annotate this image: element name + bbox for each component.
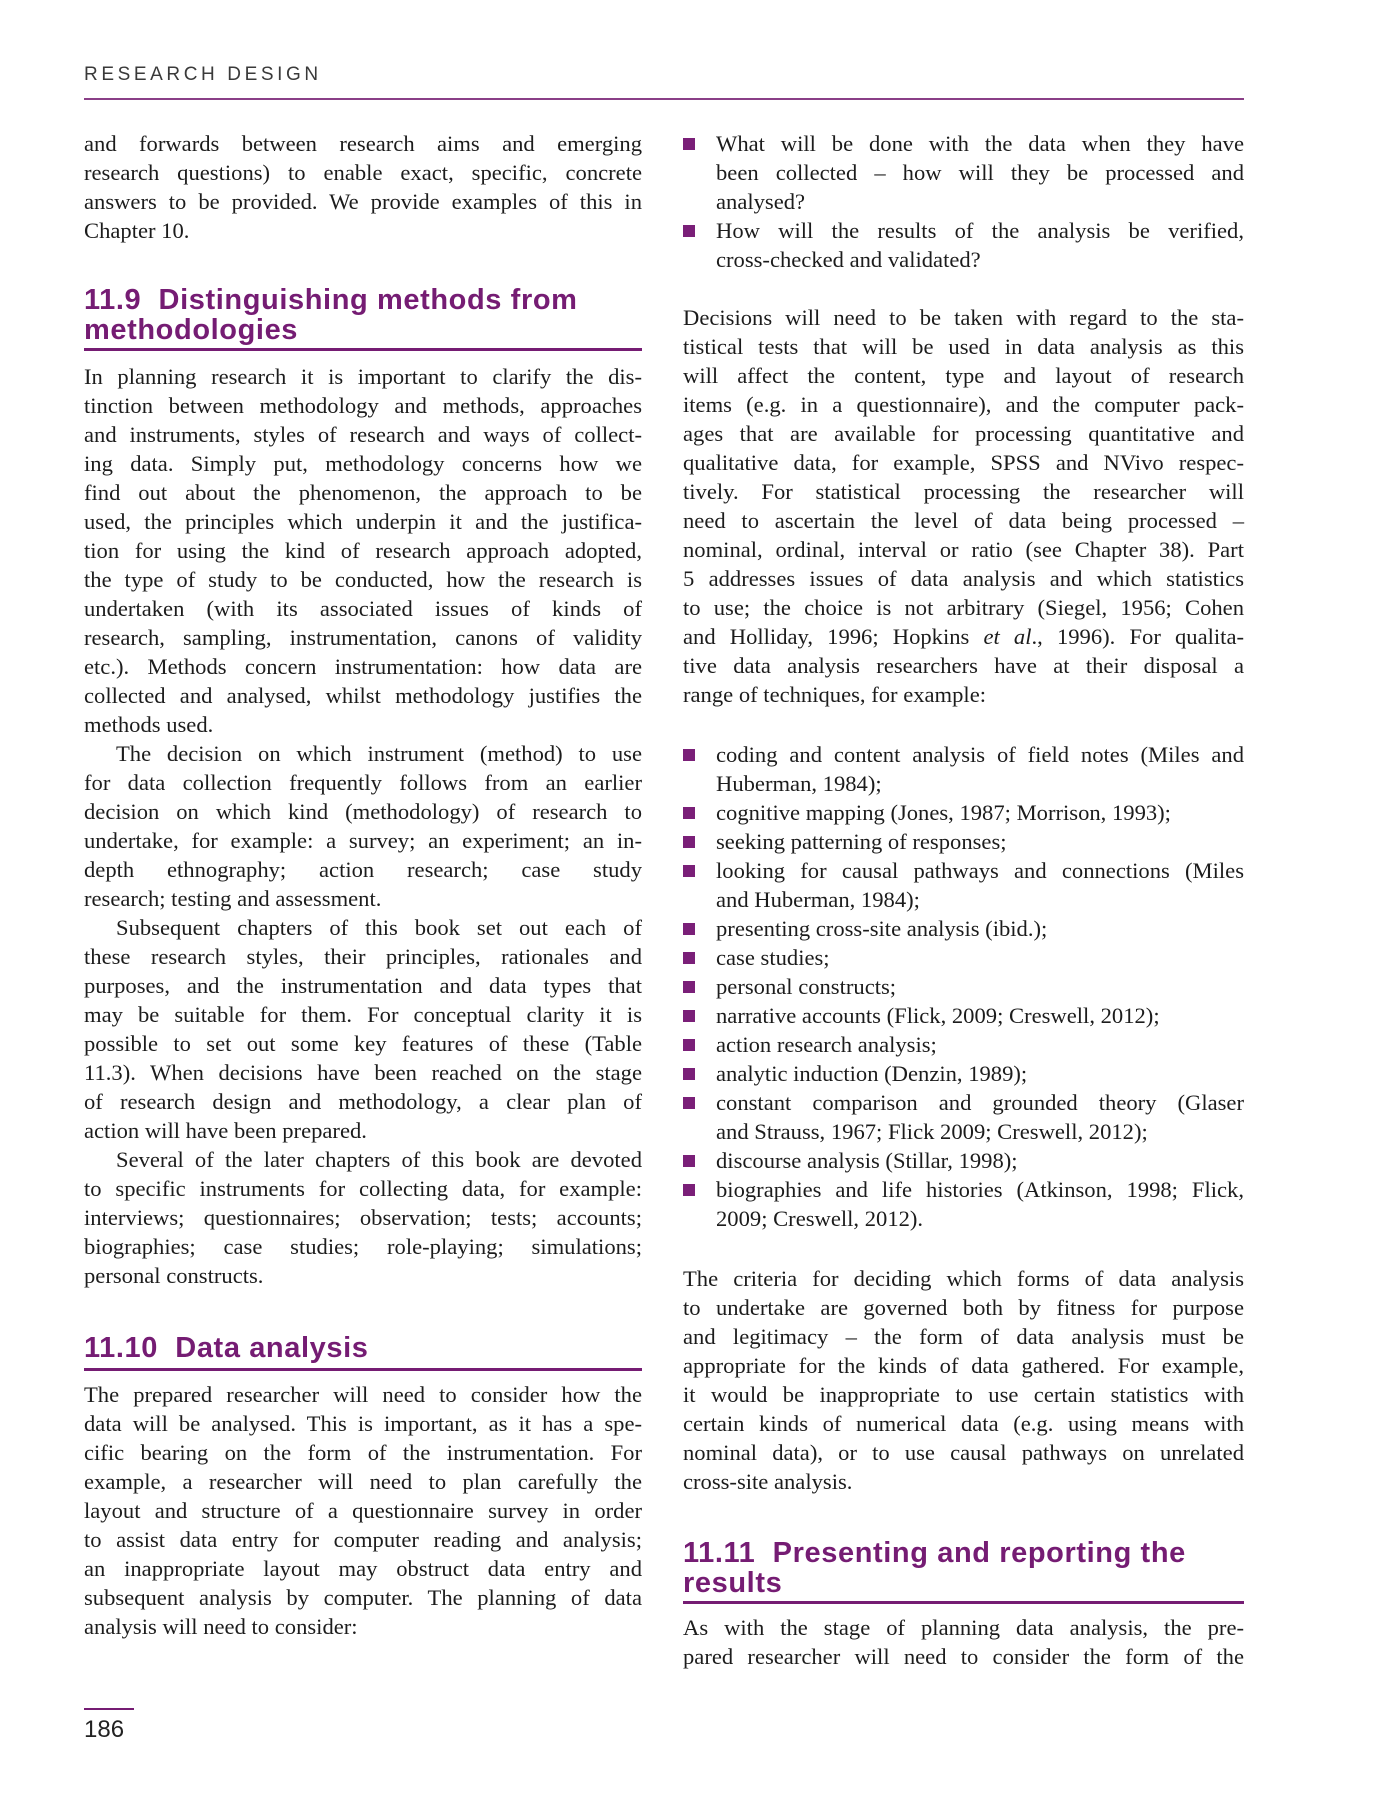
- text-line: appropriate for the kinds of data gathered. For example,: [683, 1353, 1244, 1378]
- text-line: narrative accounts (Flick, 2009; Creswell, 2012);: [716, 1003, 1160, 1028]
- text-line: purposes, and the instrumentation and data types that: [84, 973, 642, 998]
- heading-11-11: [683, 1538, 1283, 1598]
- text-line: depth ethnography; action research; case study: [84, 857, 642, 882]
- text-line: used, the principles which underpin it and the justifica-: [84, 509, 642, 534]
- square-bullet-icon: [683, 952, 695, 964]
- bullet-list-questions: [683, 129, 1244, 274]
- text-line: items (e.g. in a questionnaire), and the computer pack-: [683, 392, 1244, 417]
- text-line: biographies; case studies; role-playing; simulations;: [84, 1234, 642, 1259]
- text-line: cross-site analysis.: [683, 1469, 853, 1494]
- list-item: [683, 1059, 1244, 1088]
- section-11-9-body: [84, 362, 642, 1290]
- text-line: cross-checked and validated?: [716, 247, 981, 272]
- text-line: cific bearing on the form of the instrumentation. For: [84, 1440, 642, 1465]
- heading-line: results: [683, 1567, 783, 1599]
- list-item: [683, 129, 1244, 216]
- text-line: As with the stage of planning data analysis, the pre-: [683, 1615, 1244, 1640]
- text-line: and Strauss, 1967; Flick 2009; Creswell, 2012);: [716, 1119, 1148, 1144]
- text-line: certain kinds of numerical data (e.g. using means with: [683, 1411, 1244, 1436]
- text-line: research; testing and assessment.: [84, 886, 382, 911]
- text-line: need to ascertain the level of data being processed –: [683, 508, 1244, 533]
- square-bullet-icon: [683, 1010, 695, 1022]
- text-line: the type of study to be conducted, how the research is: [84, 567, 642, 592]
- list-item: [683, 856, 1244, 914]
- page-number: 186: [84, 1716, 125, 1743]
- paragraph-criteria: [683, 1264, 1244, 1496]
- text-line: How will the results of the analysis be verified,: [716, 218, 1244, 243]
- text-line: data will be analysed. This is important, as it has a spe-: [84, 1411, 642, 1436]
- text-line: for data collection frequently follows from an earlier: [84, 770, 642, 795]
- text-line: Huberman, 1984);: [716, 771, 882, 796]
- heading-line: 11.10 Data analysis: [84, 1332, 369, 1364]
- text-line: collected and analysed, whilst methodology justifies the: [84, 683, 642, 708]
- text-line: 11.3). When decisions have been reached on the stage: [84, 1060, 642, 1085]
- text-line: tion for using the kind of research approach adopted,: [84, 538, 642, 563]
- text-line: case studies;: [716, 945, 830, 970]
- paragraph-presenting: [683, 1613, 1244, 1671]
- text-line: answers to be provided. We provide examples of this in: [84, 189, 642, 214]
- list-item: [683, 972, 1244, 1001]
- text-line: and legitimacy – the form of data analysis must be: [683, 1324, 1244, 1349]
- text-line: analysed?: [716, 189, 806, 214]
- text-line: The decision on which instrument (method) to use: [116, 741, 642, 766]
- text-line: layout and structure of a questionnaire survey in order: [84, 1498, 642, 1523]
- list-item: [683, 1146, 1244, 1175]
- text-line: and instruments, styles of research and ways of collect-: [84, 422, 642, 447]
- heading-rule: [84, 1368, 642, 1371]
- text-line: these research styles, their principles, rationales and: [84, 944, 642, 969]
- text-line: methods used.: [84, 712, 214, 737]
- text-line: ages that are available for processing quantitative and: [683, 421, 1244, 446]
- list-item: [683, 798, 1244, 827]
- text-line: to use; the choice is not arbitrary (Siegel, 1956; Cohen: [683, 595, 1244, 620]
- text-line: tively. For statistical processing the researcher will: [683, 479, 1244, 504]
- list-item: [683, 1175, 1244, 1233]
- heading-11-10: [84, 1333, 644, 1363]
- text-line: What will be done with the data when they have: [716, 131, 1244, 156]
- bullet-list-techniques: [683, 740, 1244, 1233]
- text-line: example, a researcher will need to plan carefully the: [84, 1469, 642, 1494]
- square-bullet-icon: [683, 807, 695, 819]
- text-line: constant comparison and grounded theory (Glaser: [716, 1090, 1244, 1115]
- text-line: tive data analysis researchers have at their disposal a: [683, 653, 1244, 678]
- text-line: presenting cross-site analysis (ibid.);: [716, 916, 1048, 941]
- square-bullet-icon: [683, 1097, 695, 1109]
- heading-11-9: [84, 285, 644, 345]
- list-item: [683, 216, 1244, 274]
- text-line: nominal, ordinal, interval or ratio (see Chapter 38). Part: [683, 537, 1244, 562]
- text-line: possible to set out some key features of these (Table: [84, 1031, 642, 1056]
- text-line: tinction between methodology and methods, approaches: [84, 393, 642, 418]
- text-line: undertake, for example: a survey; an experiment; an in-: [84, 828, 642, 853]
- text-line: pared researcher will need to consider the form of the: [683, 1644, 1244, 1669]
- text-line: cognitive mapping (Jones, 1987; Morrison, 1993);: [716, 800, 1171, 825]
- text-line: Decisions will need to be taken with regard to the sta-: [683, 305, 1244, 330]
- text-line: research questions) to enable exact, specific, concrete: [84, 160, 642, 185]
- square-bullet-icon: [683, 981, 695, 993]
- paragraph-data-analysis: [84, 1380, 642, 1641]
- text-line: to undertake are governed both by fitness for purpose: [683, 1295, 1244, 1320]
- text-line: an inappropriate layout may obstruct data entry and: [84, 1556, 642, 1581]
- text-line: analytic induction (Denzin, 1989);: [716, 1061, 1028, 1086]
- text-line: qualitative data, for example, SPSS and NVivo respec-: [683, 450, 1244, 475]
- text-line: seeking patterning of responses;: [716, 829, 1007, 854]
- list-item: [683, 740, 1244, 798]
- text-line: ing data. Simply put, methodology concerns how we: [84, 451, 642, 476]
- text-line: coding and content analysis of field notes (Miles and: [716, 742, 1244, 767]
- text-line: it would be inappropriate to use certain statistics with: [683, 1382, 1244, 1407]
- list-item: [683, 1030, 1244, 1059]
- square-bullet-icon: [683, 1155, 695, 1167]
- paragraph: [84, 913, 642, 1145]
- text-line: analysis will need to consider:: [84, 1614, 358, 1639]
- text-line: undertaken (with its associated issues of kinds of: [84, 596, 642, 621]
- text-line: interviews; questionnaires; observation; tests; accounts;: [84, 1205, 642, 1230]
- square-bullet-icon: [683, 138, 695, 150]
- footer-rule: [84, 1708, 134, 1710]
- text-line: In planning research it is important to clarify the dis-: [84, 364, 642, 389]
- text-line: The criteria for deciding which forms of data analysis: [683, 1266, 1244, 1291]
- text-line: decision on which kind (methodology) of research to: [84, 799, 642, 824]
- paragraph-decisions: [683, 303, 1244, 709]
- list-item: [683, 1001, 1244, 1030]
- text-line: Several of the later chapters of this book are devoted: [116, 1147, 642, 1172]
- square-bullet-icon: [683, 1068, 695, 1080]
- text-line: range of techniques, for example:: [683, 682, 987, 707]
- text-line: been collected – how will they be processed and: [716, 160, 1244, 185]
- heading-line: 11.11 Presenting and reporting the: [683, 1537, 1186, 1569]
- list-item: [683, 827, 1244, 856]
- text-line: etc.). Methods concern instrumentation: how data are: [84, 654, 642, 679]
- square-bullet-icon: [683, 836, 695, 848]
- heading-line: 11.9 Distinguishing methods from: [84, 284, 578, 316]
- text-line: looking for causal pathways and connections (Miles: [716, 858, 1244, 883]
- paragraph: [84, 739, 642, 913]
- text-line: biographies and life histories (Atkinson, 1998; Flick,: [716, 1177, 1244, 1202]
- text-line: nominal data), or to use causal pathways on unrelated: [683, 1440, 1244, 1465]
- text-line: and forwards between research aims and emerging: [84, 131, 642, 156]
- square-bullet-icon: [683, 923, 695, 935]
- text-line: personal constructs;: [716, 974, 897, 999]
- heading-rule: [683, 1601, 1244, 1604]
- running-header: RESEARCH DESIGN: [84, 64, 322, 85]
- paragraph: [84, 362, 642, 739]
- text-line: 2009; Creswell, 2012).: [716, 1206, 924, 1231]
- text-line: subsequent analysis by computer. The planning of data: [84, 1585, 642, 1610]
- text-line: to specific instruments for collecting data, for example:: [84, 1176, 642, 1201]
- heading-line: methodologies: [84, 314, 299, 346]
- text-line: find out about the phenomenon, the approach to be: [84, 480, 642, 505]
- header-rule: [84, 98, 1244, 100]
- square-bullet-icon: [683, 225, 695, 237]
- text-line: action will have been prepared.: [84, 1118, 367, 1143]
- heading-rule: [84, 348, 642, 351]
- text-line: Chapter 10.: [84, 218, 190, 243]
- text-line: Subsequent chapters of this book set out each of: [116, 915, 642, 940]
- text-line: of research design and methodology, a clear plan of: [84, 1089, 642, 1114]
- list-item: [683, 914, 1244, 943]
- paragraph-intro: [84, 129, 642, 245]
- list-item: [683, 943, 1244, 972]
- text-line: and Huberman, 1984);: [716, 887, 920, 912]
- paragraph: [84, 1145, 642, 1290]
- text-line: tistical tests that will be used in data analysis as this: [683, 334, 1244, 359]
- text-line: may be suitable for them. For conceptual clarity it is: [84, 1002, 642, 1027]
- text-line: to assist data entry for computer reading and analysis;: [84, 1527, 642, 1552]
- text-line: will affect the content, type and layout of research: [683, 363, 1244, 388]
- square-bullet-icon: [683, 865, 695, 877]
- text-line: The prepared researcher will need to consider how the: [84, 1382, 642, 1407]
- text-line: discourse analysis (Stillar, 1998);: [716, 1148, 1018, 1173]
- list-item: [683, 1088, 1244, 1146]
- text-line: and Holliday, 1996; Hopkins et al., 1996). For qualita-: [683, 624, 1244, 649]
- square-bullet-icon: [683, 1039, 695, 1051]
- square-bullet-icon: [683, 1184, 695, 1196]
- square-bullet-icon: [683, 749, 695, 761]
- text-line: personal constructs.: [84, 1263, 264, 1288]
- text-line: 5 addresses issues of data analysis and which statistics: [683, 566, 1244, 591]
- text-line: research, sampling, instrumentation, canons of validity: [84, 625, 642, 650]
- text-line: action research analysis;: [716, 1032, 937, 1057]
- italic-text: et al: [983, 624, 1032, 649]
